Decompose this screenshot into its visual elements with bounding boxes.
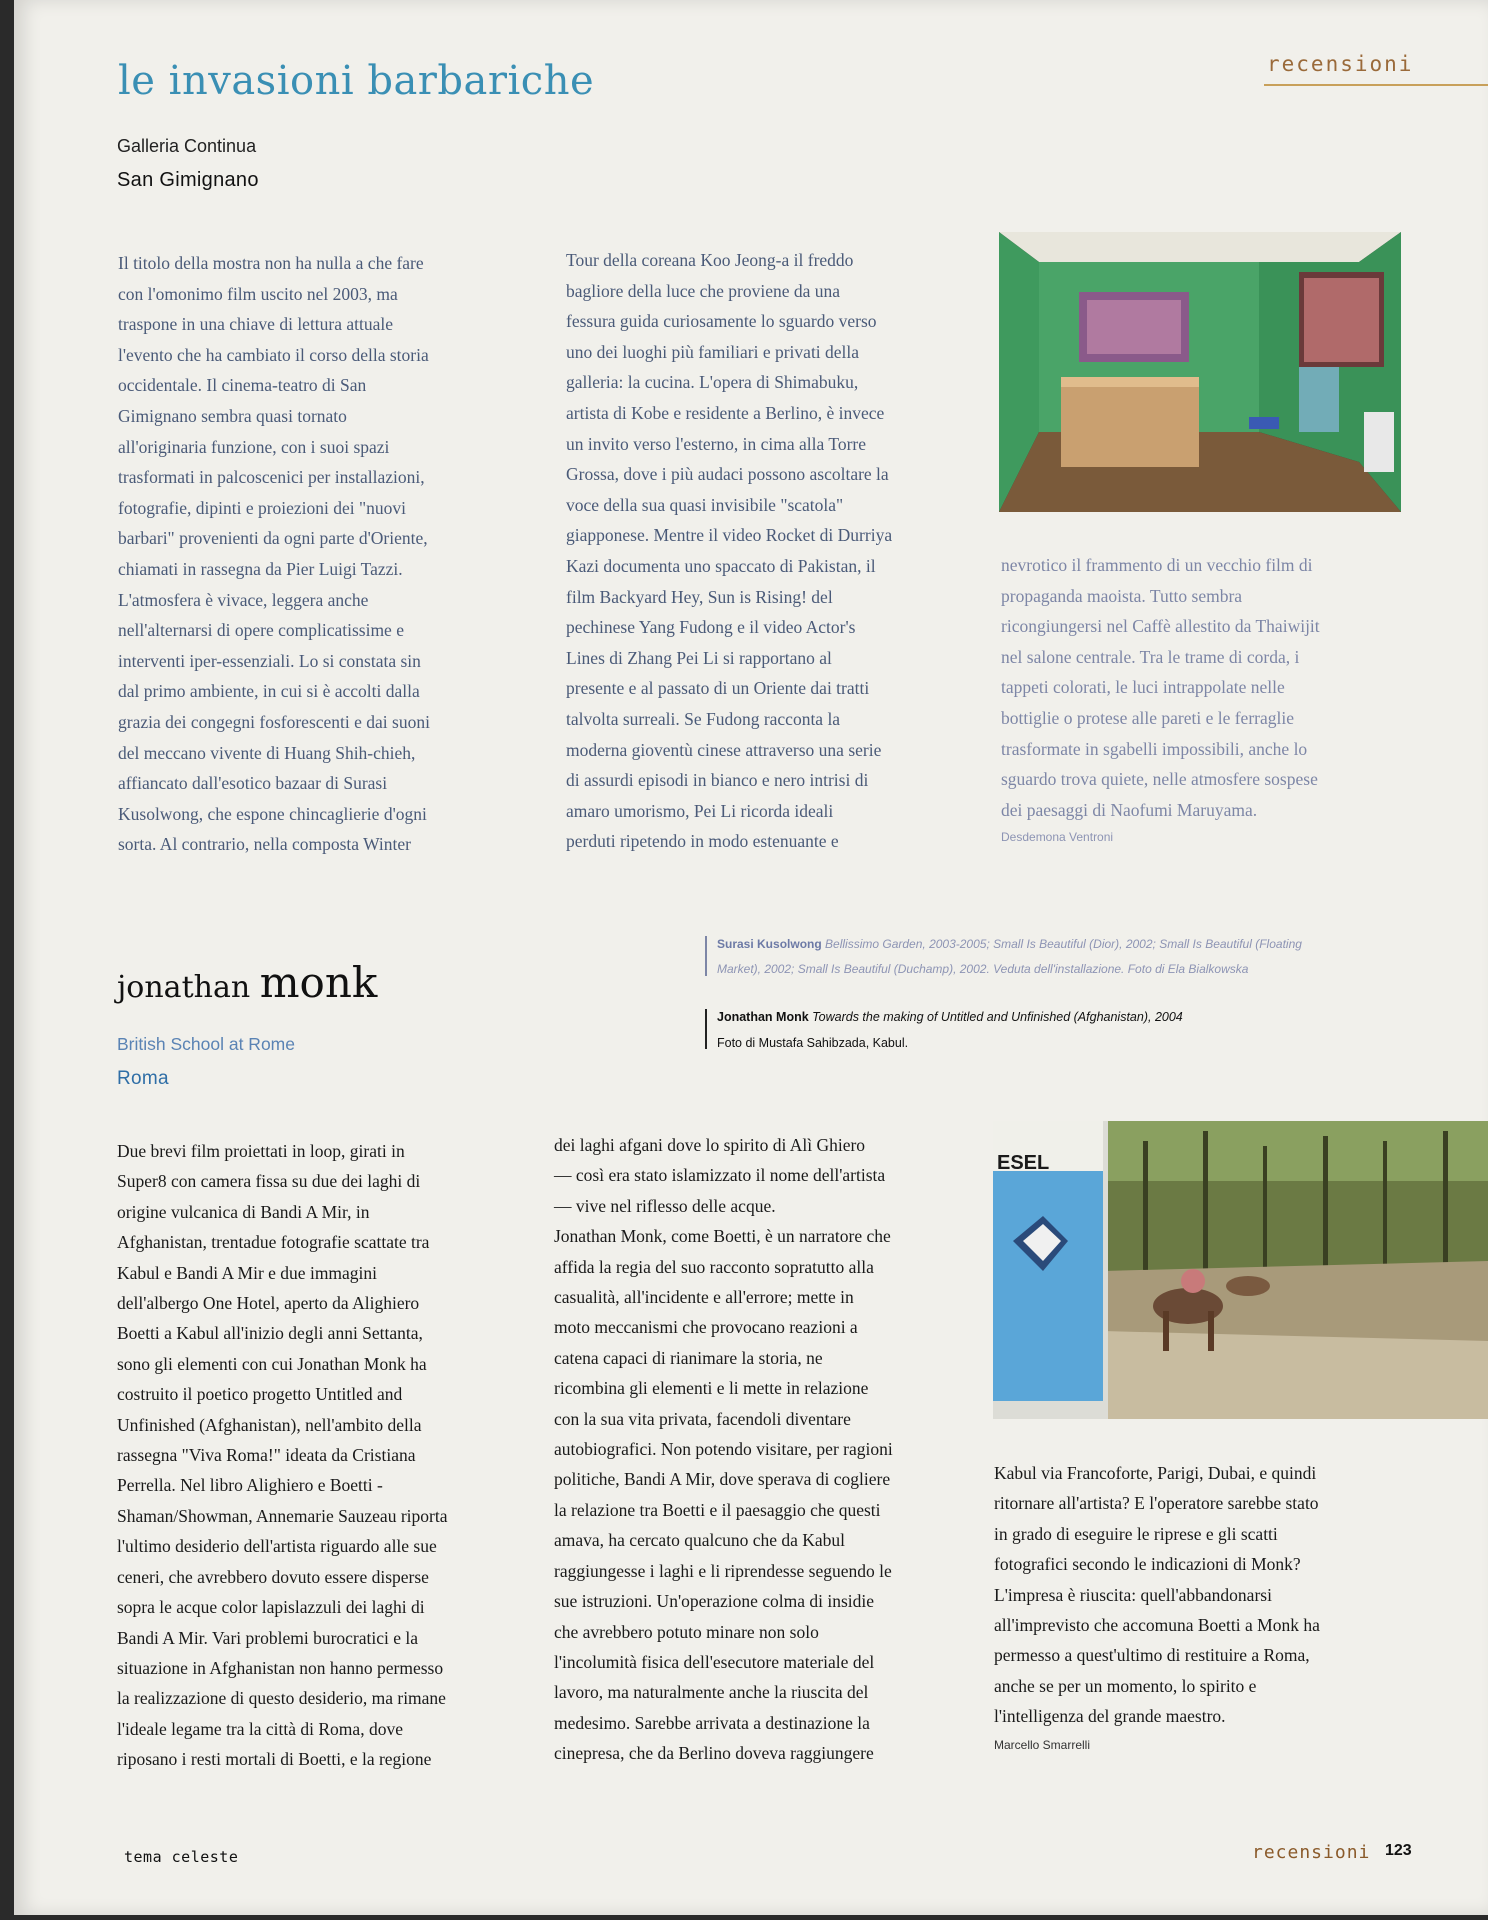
article2-column-3 <box>994 1458 1414 1732</box>
text-line: la realizzazione di questo desiderio, ma rimane <box>117 1688 446 1709</box>
text-line: Perrella. Nel libro Alighiero e Boetti - <box>117 1475 383 1496</box>
text-line: perduti ripetendo in modo estenuante e <box>566 831 839 852</box>
bus-sign-text: ESEL <box>997 1152 1050 1174</box>
text-line: Jonathan Monk, come Boetti, è un narratore che <box>554 1226 891 1247</box>
text-line: raggiungesse i laghi e li riprendesse seguendo le <box>554 1560 892 1581</box>
text-line: traspone in una chiave di lettura attuale <box>118 314 394 335</box>
article1-column-2 <box>566 245 981 857</box>
text-line: all'originaria funzione, con i suoi spazi <box>118 436 390 457</box>
text-line: nel salone centrale. Tra le trame di corda, i <box>1001 646 1300 667</box>
text-line: rassegna "Viva Roma!" ideata da Cristiana <box>117 1445 416 1466</box>
text-line: politiche, Bandi A Mir, dove sperava di cogliere <box>554 1469 891 1490</box>
article1-title: le invasioni barbariche <box>118 58 595 104</box>
text-line: del meccano vivente di Huang Shih-chieh, <box>118 742 416 763</box>
text-line: l'ideale legame tra la città di Roma, dove <box>117 1718 403 1739</box>
text-line: anche se per un momento, lo spirito e <box>994 1675 1257 1696</box>
text-line: l'ultimo desiderio dell'artista riguardo alle sue <box>117 1536 437 1557</box>
text-line: medesimo. Sarebbe arrivata a destinazione la <box>554 1712 870 1733</box>
text-line: Gimignano sembra quasi tornato <box>118 405 347 426</box>
text-line: affiancato dall'esotico bazaar di Surasi <box>118 773 388 794</box>
text-line: dei laghi afgani dove lo spirito di Alì Ghiero <box>554 1135 866 1155</box>
page-number: 123 <box>1385 1842 1412 1859</box>
article2-city: Roma <box>117 1068 169 1089</box>
text-line: pechinese Yang Fudong e il video Actor's <box>566 617 856 638</box>
text-line: Kabul e Bandi A Mir e due immagini <box>117 1262 378 1283</box>
text-line: autobiografici. Non potendo visitare, per ragioni <box>554 1439 893 1460</box>
text-line: trasformate in sgabelli impossibili, anche lo <box>1001 738 1308 759</box>
text-line: situazione in Afghanistan non hanno permesso <box>117 1657 444 1678</box>
text-line: origine vulcanica di Bandi A Mir, in <box>117 1201 370 1222</box>
text-line: barbari" provenienti da ogni parte d'Oriente, <box>118 528 428 549</box>
text-line: casualità, all'incidente e all'errore; mette in <box>554 1287 854 1308</box>
installation-photo <box>999 232 1401 512</box>
text-line: Grossa, dove i più audaci possono ascoltare la <box>566 464 889 485</box>
text-line: la relazione tra Boetti e il paesaggio che questi <box>554 1499 881 1520</box>
text-line: l'evento che ha cambiato il corso della storia <box>118 344 429 365</box>
text-line: che avrebbero potuto minare non solo <box>554 1621 819 1642</box>
text-line: lavoro, ma naturalmente anche la riuscita del <box>554 1682 869 1703</box>
article1-venue: Galleria Continua <box>117 136 257 156</box>
text-line: cinepresa, che da Berlino doveva raggiungere <box>554 1743 874 1764</box>
text-line: talvolta surreali. Se Fudong racconta la <box>566 708 841 729</box>
text-line: tappeti colorati, le luci intrappolate nelle <box>1001 677 1285 698</box>
magazine-name: tema celeste <box>124 1848 239 1866</box>
text-line: occidentale. Il cinema-teatro di San <box>118 375 367 396</box>
title-last-name: monk <box>259 958 378 1007</box>
text-line: — così era stato islamizzato il nome dell'artista <box>554 1165 886 1186</box>
text-line: ceneri, che avrebbero dovuto essere disperse <box>117 1566 429 1587</box>
caption-artist: Jonathan Monk <box>717 1010 809 1024</box>
text-line: Super8 con camera fissa su due dei laghi di <box>117 1171 421 1192</box>
text-line: Bandi A Mir. Vari problemi burocratici e la <box>117 1627 419 1648</box>
text-line: dell'albergo One Hotel, aperto da Alighiero <box>117 1293 420 1314</box>
text-line: trasformati in palcoscenici per installazioni, <box>118 467 425 488</box>
kabul-street-photo <box>993 1121 1488 1419</box>
magazine-page <box>14 0 1488 1915</box>
text-line: fotografie, dipinti e proiezioni dei "nuovi <box>118 497 407 518</box>
text-line: — vive nel riflesso delle acque. <box>554 1195 776 1216</box>
text-line: sono gli elementi con cui Jonathan Monk ha <box>117 1353 427 1374</box>
text-line: uno dei luoghi più familiari e privati della <box>566 341 860 362</box>
text-line: Unfinished (Afghanistan), nell'ambito della <box>117 1414 422 1435</box>
section-tag: recensioni <box>1267 52 1414 76</box>
text-line: dal primo ambiente, in cui si è accolti dalla <box>118 681 420 702</box>
text-line: ricombina gli elementi e li mette in relazione <box>554 1378 869 1399</box>
caption-artist: Surasi Kusolwong <box>717 937 822 951</box>
caption-bar <box>705 1009 707 1049</box>
text-line: Boetti a Kabul all'inizio degli anni Settanta, <box>117 1323 423 1344</box>
caption-credit: Foto di Mustafa Sahibzada, Kabul. <box>717 1036 909 1050</box>
text-line: sguardo trova quiete, nelle atmosfere sospese <box>1001 769 1318 790</box>
text-line: fotografici secondo le indicazioni di Monk? <box>994 1554 1301 1575</box>
text-line: amaro umorismo, Pei Li ricorda ideali <box>566 800 834 821</box>
caption-title: Towards the making of Untitled and Unfinished (Afghanistan), 2004 <box>812 1010 1183 1024</box>
text-line: Kusolwong, che espone chincaglierie d'ogni <box>118 803 427 824</box>
text-line: sue istruzioni. Un'operazione colma di insidie <box>554 1591 875 1612</box>
article1-column-3 <box>1001 550 1421 825</box>
title-first-name: jonathan <box>117 970 251 1005</box>
text-line: Shaman/Showman, Annemarie Sauzeau riporta <box>117 1505 448 1526</box>
text-line: permesso a quest'ultimo di restituire a Roma, <box>994 1645 1310 1666</box>
text-line: catena capaci di rianimare la storia, ne <box>554 1347 823 1368</box>
text-line: fessura guida curiosamente lo sguardo verso <box>566 311 877 332</box>
text-line: chiamati in rassegna da Pier Luigi Tazzi. <box>118 558 403 579</box>
text-line: nevrotico il frammento di un vecchio film di <box>1001 555 1313 575</box>
text-line: Due brevi film proiettati in loop, girati in <box>117 1141 405 1161</box>
text-line: galleria: la cucina. L'opera di Shimabuku, <box>566 372 859 393</box>
text-line: giapponese. Mentre il video Rocket di Durriya <box>566 525 893 546</box>
text-line: nell'alternarsi di opere complicatissime e <box>118 620 404 641</box>
text-line: un invito verso l'esterno, in cima alla Torre <box>566 433 866 454</box>
caption-bar <box>705 936 707 976</box>
caption-text: Market), 2002; Small Is Beautiful (Duchamp), 2002. Veduta dell'installazione. Foto di Ela Bialkowska <box>717 962 1249 976</box>
article1-column-1 <box>118 248 538 860</box>
article2-column-2 <box>554 1130 974 1769</box>
text-line: in grado di eseguire le riprese e gli scatti <box>994 1523 1278 1544</box>
article2-signature: Marcello Smarrelli <box>994 1738 1091 1752</box>
text-line: bottiglie o protese alle pareti e le ferraglie <box>1001 707 1294 728</box>
text-line: con l'omonimo film uscito nel 2003, ma <box>118 283 398 304</box>
text-line: interventi iper-essenziali. Lo si constata sin <box>118 650 421 671</box>
article2-venue: British School at Rome <box>117 1034 295 1054</box>
caption-text: Bellissimo Garden, 2003-2005; Small Is Beautiful (Dior), 2002; Small Is Beautiful (Floating <box>825 937 1302 951</box>
text-line: costruito il poetico progetto Untitled and <box>117 1384 403 1405</box>
text-line: Afghanistan, trentadue fotografie scattate tra <box>117 1232 430 1253</box>
article2-title <box>117 958 377 1007</box>
text-line: moderna gioventù cinese attraverso una serie <box>566 739 882 760</box>
text-line: voce della sua quasi invisibile "scatola" <box>566 494 844 515</box>
article2-photo-caption <box>717 1004 1397 1056</box>
text-line: film Backyard Hey, Sun is Rising! del <box>566 586 833 607</box>
text-line: L'atmosfera è vivace, leggera anche <box>118 589 369 610</box>
text-line: propaganda maoista. Tutto sembra <box>1001 585 1243 606</box>
text-line: all'imprevisto che accomuna Boetti a Monk ha <box>994 1615 1320 1636</box>
text-line: bagliore della luce che proviene da una <box>566 280 841 301</box>
text-line: Lines di Zhang Pei Li si rapportano al <box>566 647 832 668</box>
text-line: moto meccanismi che provocano reazioni a <box>554 1317 858 1338</box>
text-line: ricongiungersi nel Caffè allestito da Thaiwijit <box>1001 616 1320 637</box>
text-line: Il titolo della mostra non ha nulla a che fare <box>118 253 424 273</box>
text-line: l'intelligenza del grande maestro. <box>994 1706 1226 1727</box>
text-line: di assurdi episodi in bianco e nero intrisi di <box>566 770 869 791</box>
section-rule <box>1264 84 1488 86</box>
text-line: artista di Kobe e residente a Berlino, è invece <box>566 402 885 423</box>
article1-signature: Desdemona Ventroni <box>1001 830 1114 844</box>
article1-photo-caption <box>717 932 1382 982</box>
text-line: con la sua vita privata, facendoli diventare <box>554 1408 851 1429</box>
text-line: amava, ha cercato qualcuno che da Kabul <box>554 1530 846 1551</box>
text-line: L'impresa è riuscita: quell'abbandonarsi <box>994 1584 1272 1605</box>
text-line: Kazi documenta uno spaccato di Pakistan, il <box>566 555 876 576</box>
text-line: l'incolumità fisica dell'esecutore materiale del <box>554 1651 875 1672</box>
article1-city: San Gimignano <box>117 169 259 191</box>
text-line: grazia dei congegni fosforescenti e dai suoni <box>118 711 430 732</box>
text-line: presente e al passato di un Oriente dai tratti <box>566 678 870 699</box>
text-line: affida la regia del suo racconto sopratutto alla <box>554 1256 874 1277</box>
text-line: Kabul via Francoforte, Parigi, Dubai, e quindi <box>994 1463 1317 1483</box>
text-line: sopra le acque color lapislazzuli dei laghi di <box>117 1597 425 1618</box>
text-line: Tour della coreana Koo Jeong-a il freddo <box>566 250 854 270</box>
article2-column-1 <box>117 1136 522 1775</box>
text-line: dei paesaggi di Naofumi Maruyama. <box>1001 799 1258 820</box>
footer-section-tag: recensioni <box>1252 1842 1371 1863</box>
text-line: ritornare all'artista? E l'operatore sarebbe stato <box>994 1493 1319 1514</box>
text-line: sorta. Al contrario, nella composta Winter <box>118 834 411 855</box>
text-line: riposano i resti mortali di Boetti, e la regione <box>117 1749 432 1770</box>
